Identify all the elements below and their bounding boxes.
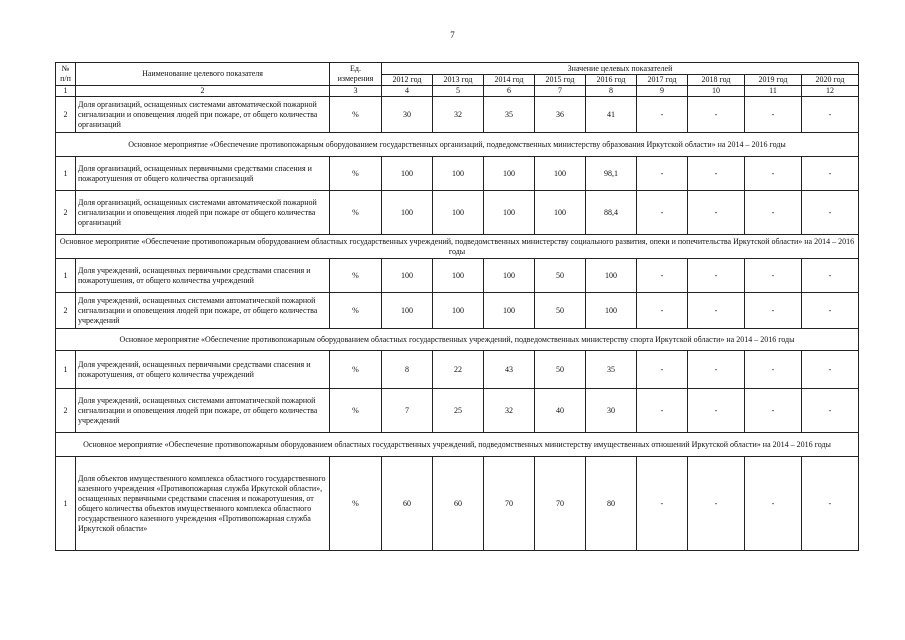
- indicator-name: Доля организаций, оснащенных первичными средствами спасения и пожаротушения от общего количества организаций: [76, 157, 330, 191]
- value-cell: -: [802, 157, 859, 191]
- value-cell: 100: [382, 157, 433, 191]
- value-cell: 43: [484, 351, 535, 389]
- value-cell: -: [688, 389, 745, 433]
- value-cell: 7: [382, 389, 433, 433]
- value-cell: -: [637, 191, 688, 235]
- section-title: Основное мероприятие «Обеспечение противопожарным оборудованием областных государственных учреждений, подведомственных министерству спорта Иркутской области» на 2014 – 2016 годы: [56, 329, 859, 351]
- value-cell: 100: [535, 157, 586, 191]
- value-cell: 80: [586, 457, 637, 551]
- table-row: [56, 351, 859, 389]
- value-cell: -: [745, 351, 802, 389]
- value-cell: -: [637, 97, 688, 133]
- column-number: 2: [76, 86, 330, 97]
- value-cell: -: [688, 157, 745, 191]
- value-cell: -: [637, 259, 688, 293]
- column-number: 6: [484, 86, 535, 97]
- value-cell: -: [745, 259, 802, 293]
- value-cell: 100: [586, 259, 637, 293]
- table-row: [56, 389, 859, 433]
- section-title: Основное мероприятие «Обеспечение противопожарным оборудованием областных государственных учреждений, подведомственных министерству социального развития, опеки и попечительства Иркутской области» на 2014 – 2016 годы: [56, 235, 859, 259]
- column-number: 10: [688, 86, 745, 97]
- value-cell: 32: [484, 389, 535, 433]
- header-name: Наименование целевого показателя: [76, 63, 330, 86]
- indicator-name: Доля учреждений, оснащенных системами автоматической пожарной сигнализации и оповещения людей при пожаре, от общего количества учреждений: [76, 293, 330, 329]
- value-cell: -: [802, 293, 859, 329]
- header-year: 2013 год: [433, 75, 484, 86]
- section-row: [56, 235, 859, 259]
- table-row: [56, 191, 859, 235]
- indicator-name: Доля учреждений, оснащенных первичными средствами спасения и пожаротушения, от общего количества учреждений: [76, 351, 330, 389]
- value-cell: -: [637, 457, 688, 551]
- header-values-title: Значение целевых показателей: [382, 63, 859, 75]
- header-year: 2012 год: [382, 75, 433, 86]
- unit: %: [330, 97, 382, 133]
- value-cell: 35: [586, 351, 637, 389]
- header-year: 2016 год: [586, 75, 637, 86]
- column-number: 12: [802, 86, 859, 97]
- value-cell: -: [802, 191, 859, 235]
- unit: %: [330, 259, 382, 293]
- section-row: [56, 433, 859, 457]
- column-number: 3: [330, 86, 382, 97]
- section-title: Основное мероприятие «Обеспечение противопожарным оборудованием областных государственных учреждений, подведомственных министерству имущественных отношений Иркутской области» на 2014 – 2016 годы: [56, 433, 859, 457]
- value-cell: -: [688, 457, 745, 551]
- table-row: [56, 293, 859, 329]
- value-cell: -: [745, 157, 802, 191]
- value-cell: 100: [586, 293, 637, 329]
- value-cell: 60: [382, 457, 433, 551]
- value-cell: 100: [433, 259, 484, 293]
- unit: %: [330, 389, 382, 433]
- unit: %: [330, 293, 382, 329]
- value-cell: 100: [535, 191, 586, 235]
- column-number: 9: [637, 86, 688, 97]
- table-row: [56, 97, 859, 133]
- value-cell: 30: [382, 97, 433, 133]
- value-cell: -: [688, 259, 745, 293]
- value-cell: -: [745, 457, 802, 551]
- value-cell: 88,4: [586, 191, 637, 235]
- page-number: 7: [450, 30, 455, 40]
- column-number: 1: [56, 86, 76, 97]
- value-cell: -: [745, 191, 802, 235]
- value-cell: -: [688, 351, 745, 389]
- value-cell: -: [637, 389, 688, 433]
- indicator-name: Доля организаций, оснащенных системами автоматической пожарной сигнализации и оповещения людей при пожаре, от общего количества организаций: [76, 97, 330, 133]
- header-unit: Ед. измерения: [330, 63, 382, 86]
- value-cell: 40: [535, 389, 586, 433]
- value-cell: -: [745, 97, 802, 133]
- value-cell: 50: [535, 259, 586, 293]
- value-cell: 60: [433, 457, 484, 551]
- value-cell: -: [688, 293, 745, 329]
- unit: %: [330, 457, 382, 551]
- value-cell: 100: [382, 191, 433, 235]
- row-number: 2: [56, 191, 76, 235]
- column-number: 8: [586, 86, 637, 97]
- row-number: 2: [56, 293, 76, 329]
- value-cell: 50: [535, 351, 586, 389]
- header-year: 2019 год: [745, 75, 802, 86]
- header-year: 2015 год: [535, 75, 586, 86]
- value-cell: 100: [382, 259, 433, 293]
- value-cell: -: [745, 293, 802, 329]
- value-cell: 32: [433, 97, 484, 133]
- row-number: 2: [56, 97, 76, 133]
- unit: %: [330, 351, 382, 389]
- column-number: 4: [382, 86, 433, 97]
- value-cell: 22: [433, 351, 484, 389]
- value-cell: 100: [484, 293, 535, 329]
- indicator-name: Доля объектов имущественного комплекса областного государственного казенного учреждения «Противопожарная служба Иркутской области», оснащенных первичными средствами спасения и пожаротушения, от общего количества объектов имущественного комплекса областного государственного казенного учреждения «Противопожарная служба Иркутской области»: [76, 457, 330, 551]
- value-cell: 70: [535, 457, 586, 551]
- value-cell: -: [688, 191, 745, 235]
- value-cell: -: [802, 389, 859, 433]
- indicator-name: Доля организаций, оснащенных системами автоматической пожарной сигнализации и оповещения людей при пожаре от общего количества организаций: [76, 191, 330, 235]
- value-cell: 100: [382, 293, 433, 329]
- value-cell: 41: [586, 97, 637, 133]
- table-row: [56, 157, 859, 191]
- value-cell: -: [802, 457, 859, 551]
- value-cell: 100: [433, 293, 484, 329]
- value-cell: -: [802, 97, 859, 133]
- value-cell: 8: [382, 351, 433, 389]
- header-num: № п/п: [56, 63, 76, 86]
- unit: %: [330, 157, 382, 191]
- column-number: 5: [433, 86, 484, 97]
- value-cell: 30: [586, 389, 637, 433]
- value-cell: 100: [484, 157, 535, 191]
- value-cell: -: [802, 259, 859, 293]
- value-cell: -: [745, 389, 802, 433]
- unit: %: [330, 191, 382, 235]
- value-cell: 100: [484, 259, 535, 293]
- row-number: 1: [56, 351, 76, 389]
- row-number: 1: [56, 259, 76, 293]
- header-year: 2018 год: [688, 75, 745, 86]
- value-cell: -: [802, 351, 859, 389]
- value-cell: 36: [535, 97, 586, 133]
- header-year: 2020 год: [802, 75, 859, 86]
- column-number: 11: [745, 86, 802, 97]
- value-cell: 100: [484, 191, 535, 235]
- table-row: [56, 259, 859, 293]
- target-indicators-table: [55, 62, 859, 551]
- indicator-name: Доля учреждений, оснащенных первичными средствами спасения и пожаротушения, от общего количества учреждений: [76, 259, 330, 293]
- value-cell: 25: [433, 389, 484, 433]
- value-cell: 35: [484, 97, 535, 133]
- section-title: Основное мероприятие «Обеспечение противопожарным оборудованием государственных организаций, подведомственных министерству образования Иркутской области» на 2014 – 2016 годы: [56, 133, 859, 157]
- value-cell: 100: [433, 157, 484, 191]
- value-cell: 100: [433, 191, 484, 235]
- header-year: 2014 год: [484, 75, 535, 86]
- row-number: 2: [56, 389, 76, 433]
- value-cell: 70: [484, 457, 535, 551]
- value-cell: -: [688, 97, 745, 133]
- table-row: [56, 457, 859, 551]
- column-number: 7: [535, 86, 586, 97]
- value-cell: -: [637, 351, 688, 389]
- value-cell: 98,1: [586, 157, 637, 191]
- value-cell: 50: [535, 293, 586, 329]
- indicator-name: Доля учреждений, оснащенных системами автоматической пожарной сигнализации и оповещения людей при пожаре, от общего количества учреждений: [76, 389, 330, 433]
- row-number: 1: [56, 457, 76, 551]
- section-row: [56, 133, 859, 157]
- row-number: 1: [56, 157, 76, 191]
- header-year: 2017 год: [637, 75, 688, 86]
- value-cell: -: [637, 157, 688, 191]
- value-cell: -: [637, 293, 688, 329]
- section-row: [56, 329, 859, 351]
